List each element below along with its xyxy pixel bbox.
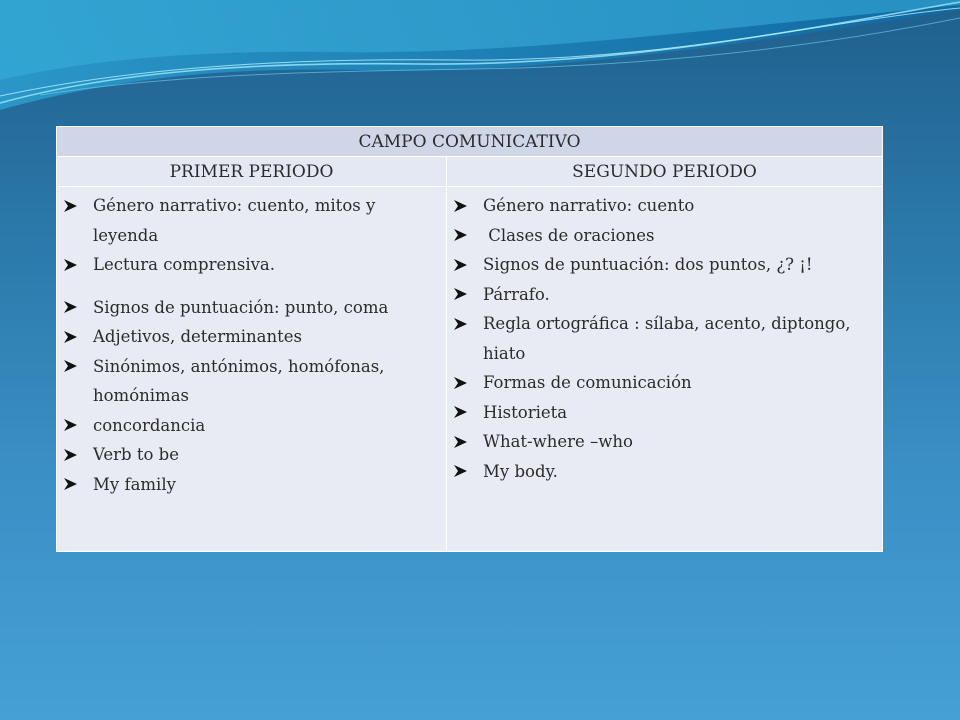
list-item bbox=[63, 352, 436, 411]
list-item-text: Regla ortográfica : sílaba, acento, diptongo, hiato bbox=[483, 314, 851, 363]
list-item-text: Género narrativo: cuento bbox=[483, 196, 695, 215]
list-item-text: Signos de puntuación: punto, coma bbox=[93, 297, 389, 317]
list-item bbox=[453, 191, 872, 221]
arrowhead-bullet-icon bbox=[453, 191, 483, 221]
list-item-text: Clases de oraciones bbox=[483, 225, 655, 245]
list-item-text: What-where –who bbox=[483, 432, 633, 451]
decorative-wave-banner bbox=[0, 0, 960, 130]
list-item bbox=[63, 440, 436, 470]
list-item-text: concordancia bbox=[93, 415, 206, 435]
topic-list-segundo-periodo bbox=[447, 187, 882, 486]
list-item-text: Párrafo. bbox=[483, 284, 550, 304]
column-heading-segundo-periodo: SEGUNDO PERIODO bbox=[447, 157, 883, 187]
topic-list-primer-periodo bbox=[57, 187, 446, 499]
list-item-text: Adjetivos, determinantes bbox=[93, 327, 302, 346]
list-item bbox=[63, 470, 436, 500]
arrowhead-bullet-icon bbox=[453, 427, 483, 457]
list-item bbox=[453, 250, 872, 280]
table-body-row bbox=[57, 187, 883, 552]
arrowhead-bullet-icon bbox=[63, 322, 93, 352]
list-item-text: My body. bbox=[483, 461, 558, 481]
list-item bbox=[63, 191, 436, 250]
table-header-row bbox=[57, 157, 883, 187]
list-item-text: Formas de comunicación bbox=[483, 373, 692, 392]
arrowhead-bullet-icon bbox=[453, 280, 483, 310]
table-title-row bbox=[57, 127, 883, 157]
arrowhead-bullet-icon bbox=[63, 411, 93, 441]
arrowhead-bullet-icon bbox=[63, 440, 93, 470]
list-item bbox=[453, 457, 872, 487]
arrowhead-bullet-icon bbox=[63, 191, 93, 221]
column-heading-primer-periodo: PRIMER PERIODO bbox=[57, 157, 447, 187]
list-item-text: Género narrativo: cuento, mitos y leyenda bbox=[93, 196, 376, 245]
arrowhead-bullet-icon bbox=[453, 398, 483, 428]
list-item bbox=[453, 221, 872, 251]
list-item bbox=[453, 398, 872, 428]
arrowhead-bullet-icon bbox=[453, 457, 483, 487]
list-item bbox=[453, 280, 872, 310]
arrowhead-bullet-icon bbox=[453, 368, 483, 398]
table-title: CAMPO COMUNICATIVO bbox=[57, 127, 883, 157]
arrowhead-bullet-icon bbox=[63, 250, 93, 280]
arrowhead-bullet-icon bbox=[453, 250, 483, 280]
column-primer-periodo bbox=[57, 187, 447, 552]
list-item bbox=[63, 411, 436, 441]
curriculum-table bbox=[56, 126, 883, 552]
list-item bbox=[63, 293, 436, 323]
list-item bbox=[453, 427, 872, 457]
list-item-text: My family bbox=[93, 474, 176, 494]
arrowhead-bullet-icon bbox=[63, 352, 93, 382]
list-item-text: Lectura comprensiva. bbox=[93, 255, 275, 274]
arrowhead-bullet-icon bbox=[453, 221, 483, 251]
list-item-text: Verb to be bbox=[93, 445, 179, 464]
list-item bbox=[63, 322, 436, 352]
column-segundo-periodo bbox=[447, 187, 883, 552]
list-item bbox=[63, 250, 436, 280]
list-item-text: Historieta bbox=[483, 402, 568, 422]
arrowhead-bullet-icon bbox=[63, 293, 93, 323]
list-item-text: Signos de puntuación: dos puntos, ¿? ¡! bbox=[483, 255, 813, 274]
list-item-text: Sinónimos, antónimos, homófonas, homónimas bbox=[93, 356, 385, 405]
list-item bbox=[453, 309, 872, 368]
arrowhead-bullet-icon bbox=[453, 309, 483, 339]
list-item bbox=[453, 368, 872, 398]
arrowhead-bullet-icon bbox=[63, 470, 93, 500]
